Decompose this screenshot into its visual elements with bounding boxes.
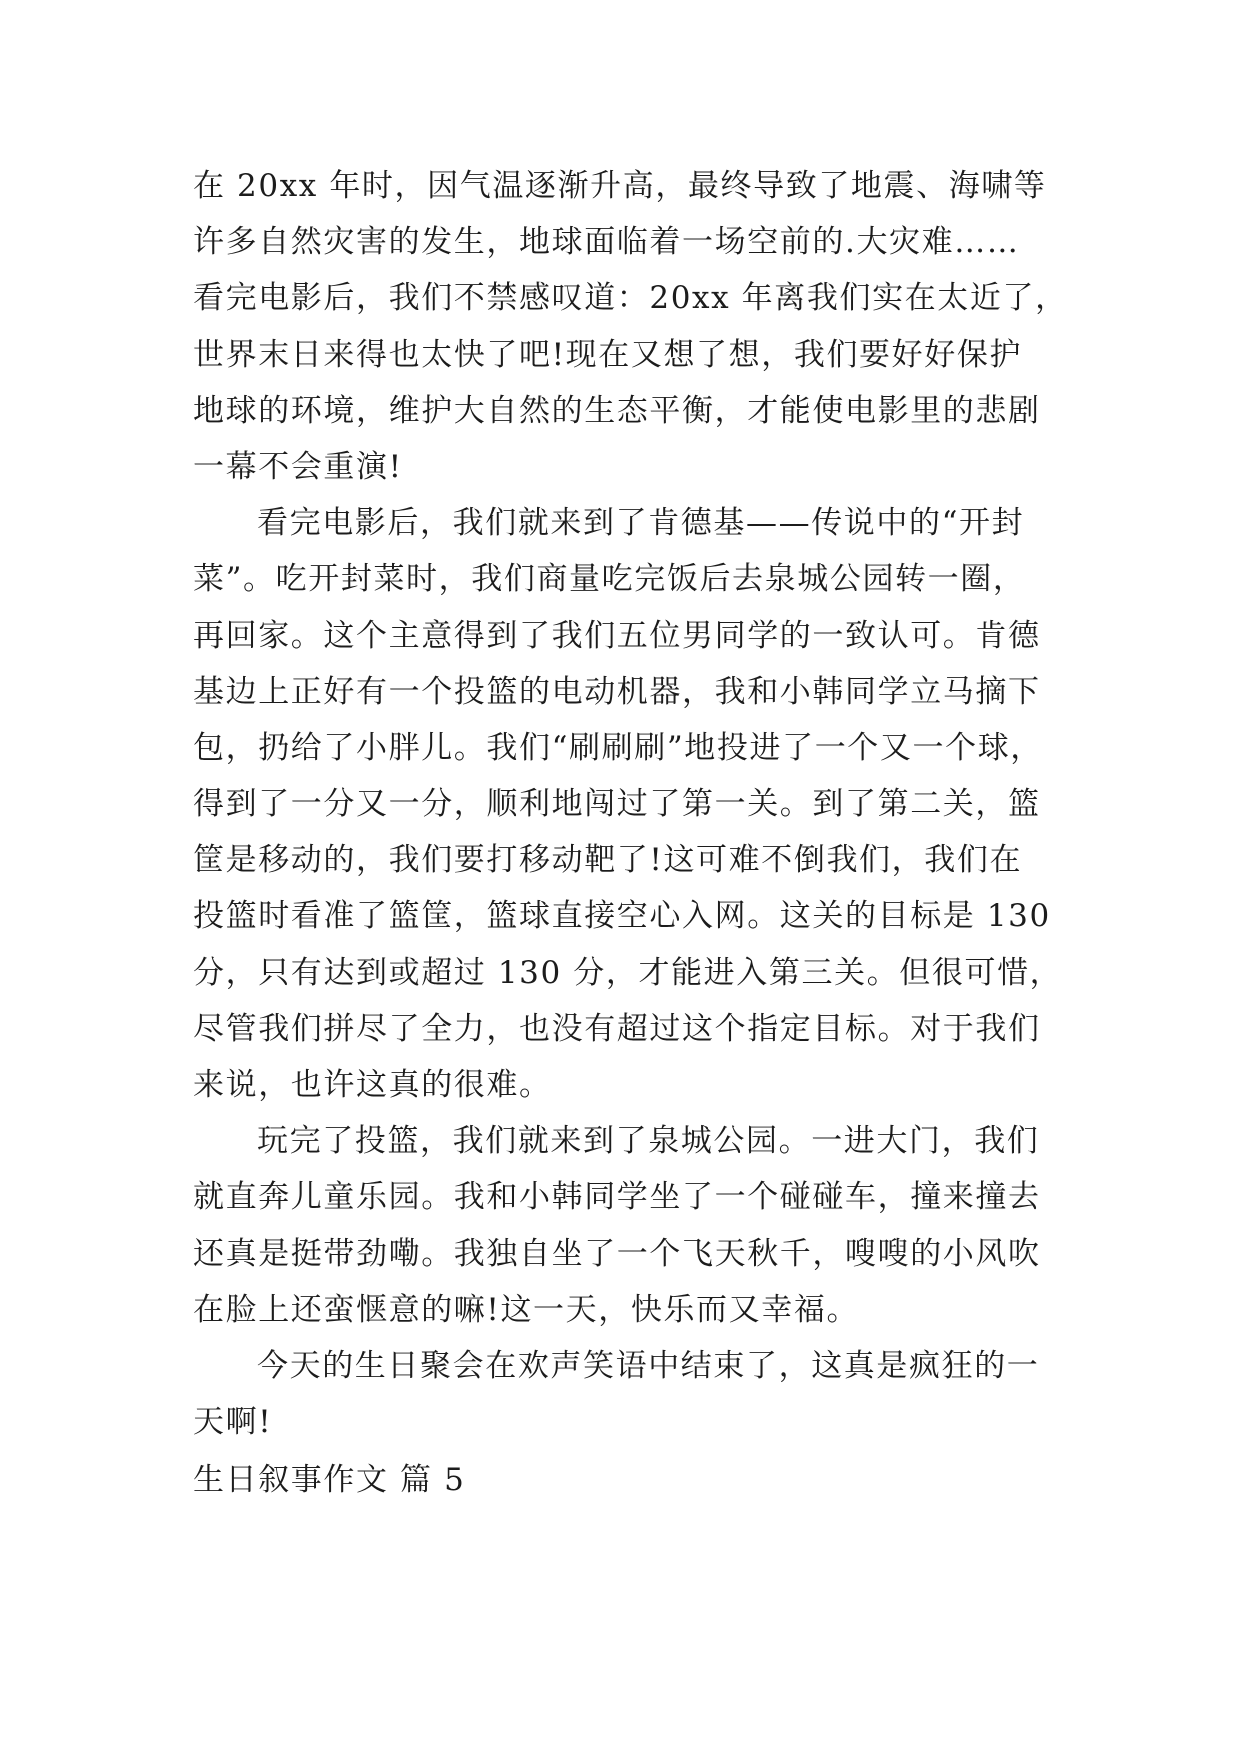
text-line: 地球的环境，维护大自然的生态平衡，才能使电影里的悲剧 <box>193 392 1041 429</box>
text-line: 得到了一分又一分，顺利地闯过了第一关。到了第二关，篮 <box>193 786 1041 823</box>
text-line: 天啊! <box>193 1404 273 1441</box>
text-line: 菜”。吃开封菜时，我们商量吃完饭后去泉城公园转一圈， <box>193 561 1026 598</box>
text-line: 还真是挺带劲嘞。我独自坐了一个飞天秋千，嗖嗖的小风吹 <box>193 1235 1041 1272</box>
text-line: 在 20xx 年时，因气温逐渐升高，最终导致了地震、海啸等 <box>193 168 1047 204</box>
paragraph-first-line: 玩完了投篮，我们就来到了泉城公园。一进大门，我们 <box>257 1123 1040 1160</box>
text-line: 筐是移动的，我们要打移动靶了!这可难不倒我们，我们在 <box>193 842 1023 879</box>
text-line: 看完电影后，我们不禁感叹道：20xx 年离我们实在太近了， <box>193 280 1068 317</box>
section-heading: 生日叙事作文 篇 5 <box>193 1462 466 1499</box>
text-line: 包，扔给了小胖儿。我们“刷刷刷”地投进了一个又一个球， <box>193 729 1043 766</box>
paragraph-first-line: 今天的生日聚会在欢声笑语中结束了，这真是疯狂的一 <box>257 1347 1040 1384</box>
text-line: 一幕不会重演! <box>193 448 403 485</box>
text-line: 在脸上还蛮惬意的嘛!这一天，快乐而又幸福。 <box>193 1291 860 1328</box>
text-line: 分，只有达到或超过 130 分，才能进入第三关。但很可惜， <box>193 954 1063 991</box>
text-line: 来说，也许这真的很难。 <box>193 1067 552 1103</box>
text-line: 世界末日来得也太快了吧!现在又想了想，我们要好好保护 <box>193 336 1023 373</box>
essay-body <box>193 158 1073 1509</box>
text-line: 投篮时看准了篮筐，篮球直接空心入网。这关的目标是 130 <box>193 898 1051 935</box>
paragraph-first-line: 看完电影后，我们就来到了肯德基——传说中的“开封 <box>257 505 1025 542</box>
text-line: 就直奔儿童乐园。我和小韩同学坐了一个碰碰车，撞来撞去 <box>193 1179 1041 1216</box>
text-line: 基边上正好有一个投篮的电动机器，我和小韩同学立马摘下 <box>193 673 1041 710</box>
text-line: 许多自然灾害的发生，地球面临着一场空前的.大灾难…… <box>193 224 1020 261</box>
text-line: 再回家。这个主意得到了我们五位男同学的一致认可。肯德 <box>193 617 1041 654</box>
text-line: 尽管我们拼尽了全力，也没有超过这个指定目标。对于我们 <box>193 1010 1041 1047</box>
